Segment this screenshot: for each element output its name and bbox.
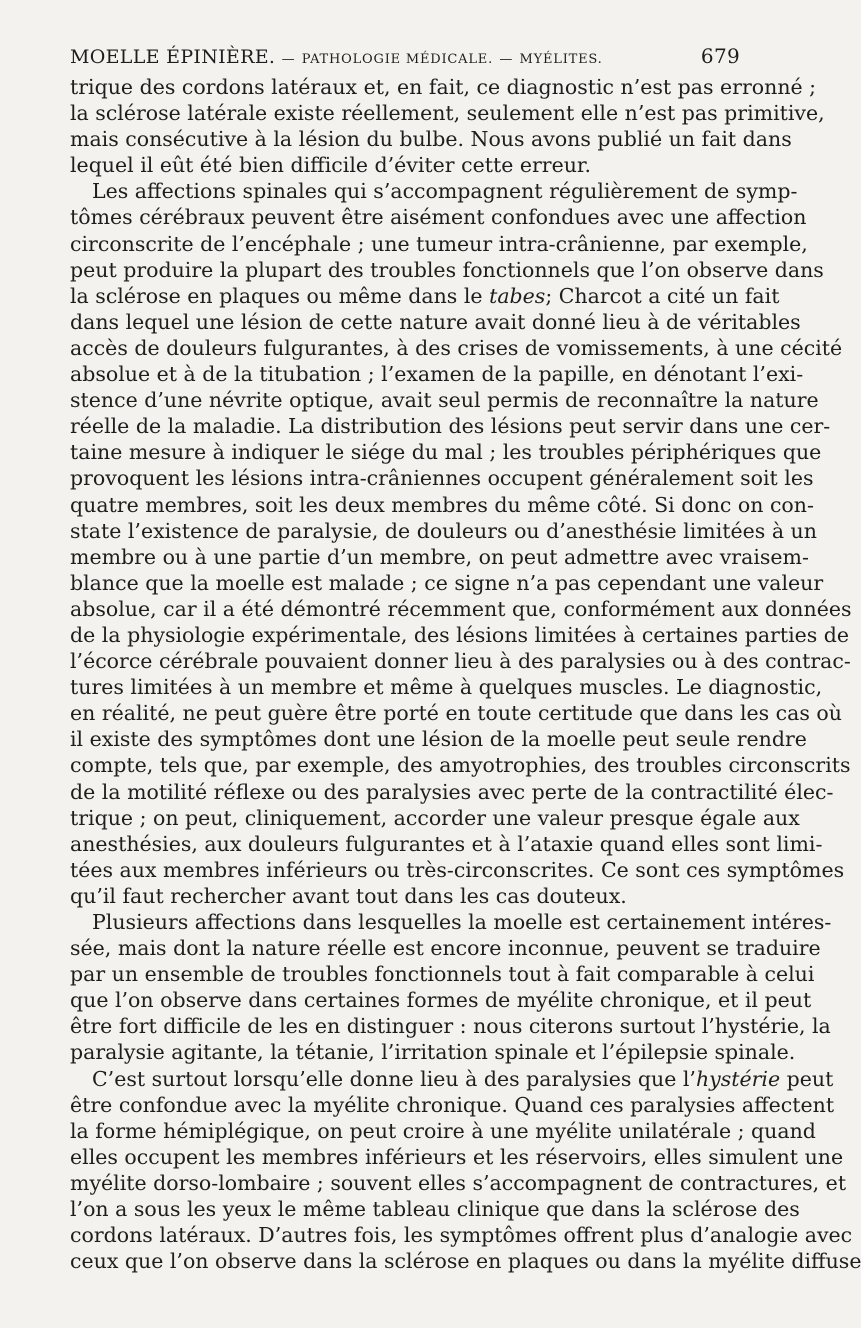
text-line: sée, mais dont la nature réelle est encore inconnue, peuvent se traduire [70, 936, 821, 961]
header-dash-2: — [499, 52, 514, 67]
text-line: elles occupent les membres inférieurs et les réservoirs, elles simulent une [70, 1144, 844, 1169]
text-line: peut produire la plupart des troubles fonctionnels que l’on observe dans [70, 257, 824, 282]
text-line: myélite dorso-lombaire ; souvent elles s’accompagnent de contractures, et [70, 1170, 847, 1195]
text-line: Les affections spinales qui s’accompagnent régulièrement de symp- [92, 179, 798, 204]
text-line: être fort difficile de les en distinguer : nous citerons surtout l’hystérie, la [70, 1014, 831, 1039]
italic-term: tabes [489, 283, 546, 308]
text-line: blance que la moelle est malade ; ce signe n’a pas cependant une valeur [70, 570, 824, 595]
text-line: tômes cérébraux peuvent être aisément confondues avec une affection [70, 205, 807, 230]
page-number: 679 [700, 44, 740, 68]
text-line: Plusieurs affections dans lesquelles la moelle est certainement intéres- [92, 910, 832, 934]
paragraph-4 [70, 1066, 861, 1275]
header-title: MOELLE ÉPINIÈRE. [70, 46, 276, 68]
text-line: qu’il faut rechercher avant tout dans les cas douteux. [70, 883, 627, 908]
header-dash-1: — [281, 52, 296, 67]
paragraph-1 [70, 74, 825, 178]
text-line: par un ensemble de troubles fonctionnels tout à fait comparable à celui [70, 962, 815, 987]
text-line: l’écorce cérébrale pouvaient donner lieu à des paralysies ou à des contrac- [70, 649, 851, 674]
text-line: lequel il eût été bien difficile d’éviter cette erreur. [70, 153, 591, 178]
text-line: circonscrite de l’encéphale ; une tumeur intra-crânienne, par exemple, [70, 231, 808, 256]
text-line-mixed [70, 283, 780, 309]
text-line: la forme hémiplégique, on peut croire à une myélite unilatérale ; quand [70, 1118, 816, 1143]
text-line: state l’existence de paralysie, de douleurs ou d’anesthésie limitées à un [70, 518, 817, 543]
text-line: en réalité, ne peut guère être porté en toute certitude que dans les cas où [70, 701, 842, 726]
text-line: stence d’une névrite optique, avait seul permis de reconnaître la nature [70, 388, 819, 413]
text-line: membre ou à une partie d’un membre, on peut admettre avec vraisem- [70, 544, 809, 569]
text-line: de la physiologie expérimentale, des lésions limitées à certaines parties de [70, 622, 850, 647]
text-line: la sclérose latérale existe réellement, seulement elle n’est pas primitive, [70, 101, 825, 126]
text-line: tures limitées à un membre et même à quelques muscles. Le diagnostic, [70, 675, 823, 700]
text-line: de la motilité réflexe ou des paralysies avec perte de la contractilité élec- [70, 779, 834, 804]
text-line: quatre membres, soit les deux membres du même côté. Si donc on con- [70, 492, 814, 517]
text-line: que l’on observe dans certaines formes de myélite chronique, et il peut [70, 988, 812, 1013]
text-line: absolue et à de la titubation ; l’examen de la papille, en dénotant l’exi- [70, 362, 804, 387]
page-body [70, 74, 861, 1274]
text-segment: peut [780, 1066, 834, 1091]
text-line: taine mesure à indiquer le siége du mal ; les troubles périphériques que [70, 440, 822, 465]
text-line: dans lequel une lésion de cette nature avait donné lieu à de véritables [70, 309, 801, 334]
text-segment: la sclérose en plaques ou même dans le [70, 283, 483, 308]
header-section: PATHOLOGIE MÉDICALE. [301, 52, 493, 67]
text-line: cordons latéraux. D’autres fois, les symptômes offrent plus d’analogie avec [70, 1223, 853, 1248]
text-line: être confondue avec la myélite chronique. Quand ces paralysies affectent [70, 1092, 835, 1117]
italic-term: hystérie [695, 1066, 781, 1091]
text-line: trique ; on peut, cliniquement, accorder une valeur presque égale aux [70, 805, 800, 830]
text-line: accès de douleurs fulgurantes, à des crises de vomissements, à une cécité [70, 335, 843, 360]
text-line: mais consécutive à la lésion du bulbe. Nous avons publié un fait dans [70, 127, 792, 152]
text-line: tées aux membres inférieurs ou très-circonscrites. Ce sont ces symptômes [70, 857, 845, 882]
text-segment: ; Charcot a cité un fait [545, 283, 780, 308]
text-line: absolue, car il a été démontré récemment que, conformément aux données [70, 596, 852, 621]
text-line-mixed [70, 1066, 834, 1092]
text-segment: C’est surtout lorsqu’elle donne lieu à des paralysies que l’ [92, 1066, 696, 1091]
header-chapter: MYÉLITES. [519, 52, 603, 67]
text-line: réelle de la maladie. La distribution des lésions peut servir dans une cer- [70, 414, 831, 439]
text-line: l’on a sous les yeux le même tableau clinique que dans la sclérose des [70, 1197, 800, 1222]
running-header [70, 44, 740, 68]
paragraph-3 [70, 909, 832, 1066]
text-line: trique des cordons latéraux et, en fait, ce diagnostic n’est pas erronné ; [70, 75, 817, 99]
header-left [70, 46, 603, 68]
text-line: ceux que l’on observe dans la sclérose en plaques ou dans la myélite diffuse [70, 1249, 861, 1274]
text-line: anesthésies, aux douleurs fulgurantes et à l’ataxie quand elles sont limi- [70, 831, 823, 856]
paragraph-2 [70, 178, 852, 909]
text-line: compte, tels que, par exemple, des amyotrophies, des troubles circonscrits [70, 753, 851, 778]
text-line: provoquent les lésions intra-crâniennes occupent généralement soit les [70, 466, 814, 491]
text-line: paralysie agitante, la tétanie, l’irritation spinale et l’épilepsie spinale. [70, 1040, 796, 1065]
text-line: il existe des symptômes dont une lésion de la moelle peut seule rendre [70, 727, 807, 752]
